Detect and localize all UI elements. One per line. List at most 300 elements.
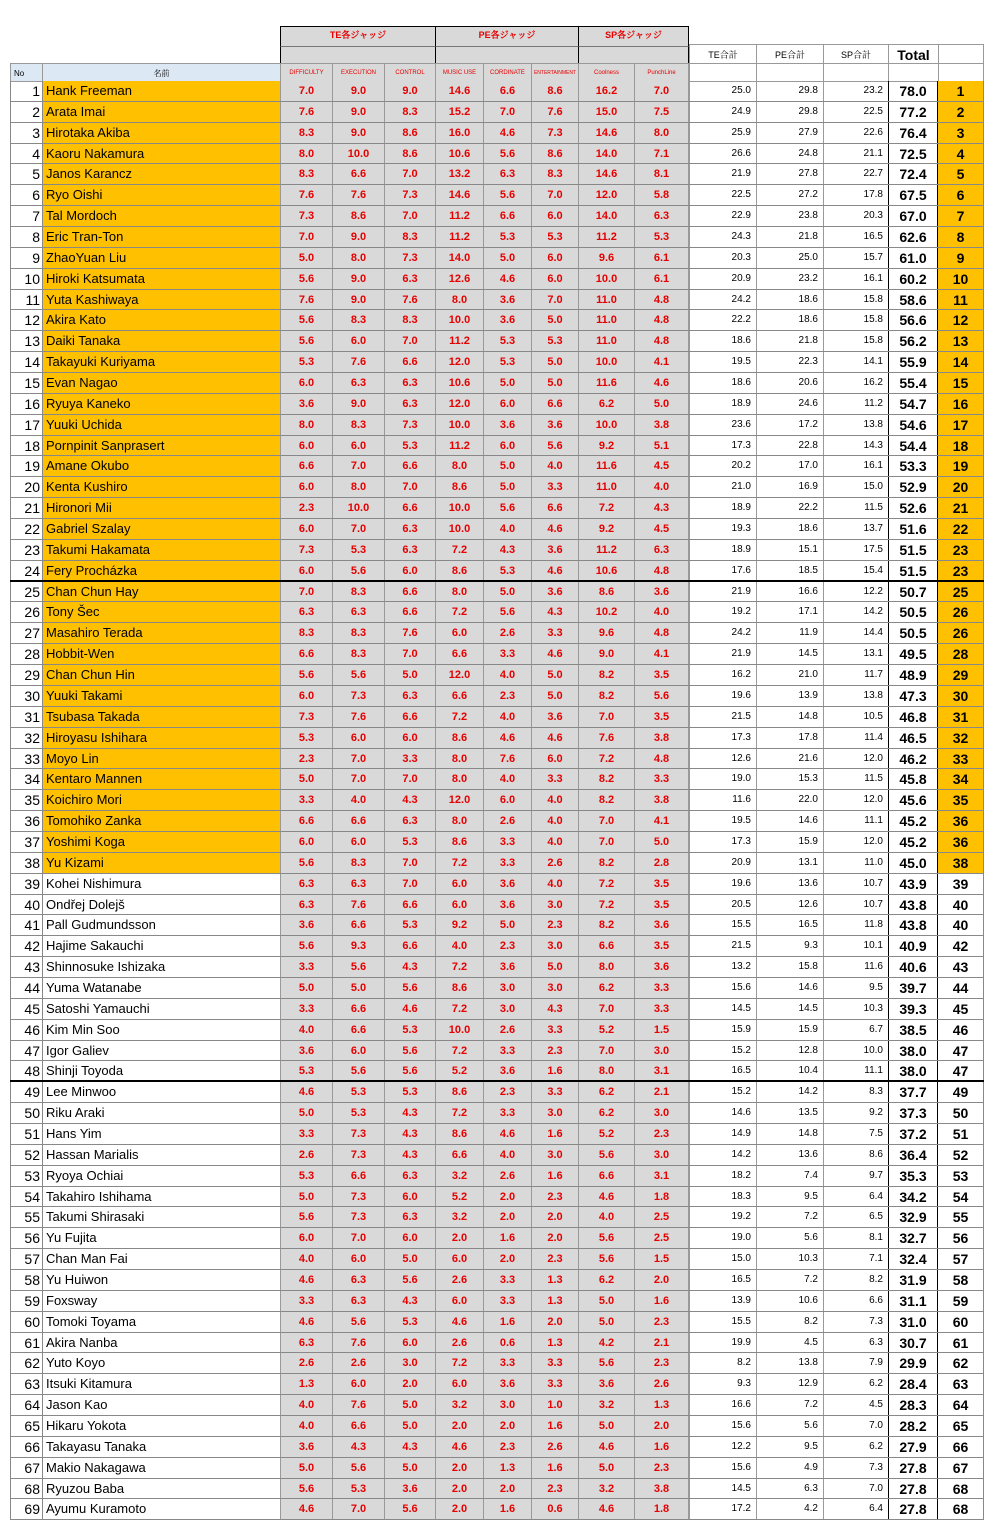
row-number: 50 [10,1103,43,1123]
judge-score-control: 5.0 [384,1416,435,1436]
pe-sum: 16.9 [756,477,823,497]
judge-score-entertainment: 4.3 [531,999,578,1019]
sp-sum: 4.5 [823,1395,888,1415]
judge-score-coolness: 9.2 [578,436,634,456]
judge-score-coolness: 5.2 [578,1020,634,1040]
judge-score-difficulty: 3.3 [280,1124,332,1144]
judge-score-execution: 6.6 [332,915,384,935]
pe-sum: 25.0 [756,248,823,268]
judge-score-cordinate: 2.3 [483,1437,531,1457]
rank: 60 [938,1312,984,1332]
judge-score-punchline: 2.3 [634,1353,689,1373]
judge-score-coolness: 14.0 [578,144,634,164]
competitor-name: Hikaru Yokota [46,1418,127,1433]
row-number: 10 [10,269,43,289]
judge-score-music-use: 2.0 [435,1479,483,1499]
row-number: 1 [10,81,43,101]
rank: 42 [938,936,984,956]
judge-score-cordinate: 3.3 [483,1270,531,1290]
te-sum: 18.6 [689,331,756,351]
te-sum: 15.2 [689,1082,756,1102]
judge-score-difficulty: 4.0 [280,1416,332,1436]
total-score: 31.9 [888,1270,938,1290]
judge-score-entertainment: 3.3 [531,1374,578,1394]
row-number: 54 [10,1187,43,1207]
sp-sum: 11.5 [823,769,888,789]
table-row [10,1249,984,1270]
sp-sum: 8.6 [823,1145,888,1165]
total-score: 77.2 [888,102,938,122]
judge-score-coolness: 16.2 [578,81,634,101]
judge-score-punchline: 3.5 [634,874,689,894]
table-row [10,686,984,707]
total-score: 51.6 [888,519,938,539]
judge-score-music-use: 2.0 [435,1228,483,1248]
sp-sum: 22.7 [823,164,888,184]
te-sum-subheader [689,63,756,82]
judge-score-difficulty: 6.6 [280,456,332,476]
sp-sum: 22.5 [823,102,888,122]
judge-score-control: 6.6 [384,352,435,372]
pe-sum: 13.8 [756,1353,823,1373]
competitor-name: Evan Nagao [43,373,280,393]
pe-sum-header: PE合計 [756,44,823,64]
te-sum: 19.0 [689,769,756,789]
pe-sum: 10.6 [756,1291,823,1311]
judge-score-cordinate: 3.6 [483,310,531,330]
competitor-name: Ayumu Kuramoto [46,1501,147,1517]
judge-score-punchline: 5.0 [634,832,689,852]
sp-sum: 16.1 [823,269,888,289]
table-row [10,728,984,749]
judge-score-entertainment: 5.0 [531,686,578,706]
competitor-name: ZhaoYuan Liu [43,248,280,268]
rank: 31 [938,707,984,727]
judge-score-execution: 8.3 [332,415,384,435]
judge-score-punchline: 4.0 [634,477,689,497]
judge-score-punchline: 5.3 [634,227,689,247]
competitor-name: Hirotaka Akiba [43,123,280,143]
row-number: 5 [10,164,43,184]
total-score: 38.0 [888,1041,938,1061]
pe-sum: 18.6 [756,519,823,539]
te-sum: 20.5 [689,895,756,915]
score-table [10,81,984,1520]
judge-score-coolness: 5.0 [578,1416,634,1436]
competitor-name: Igor Galiev [46,1042,109,1058]
sp-sum: 21.1 [823,144,888,164]
total-score: 31.0 [888,1312,938,1332]
judge-score-difficulty: 8.3 [280,123,332,143]
judge-score-execution: 8.0 [332,477,384,497]
rank: 32 [938,728,984,748]
table-row [10,1041,984,1062]
table-row [10,1145,984,1166]
table-row [10,1416,984,1437]
pe-sum: 12.8 [756,1041,823,1061]
judge-score-cordinate: 5.6 [483,185,531,205]
judge-score-entertainment: 2.6 [531,1437,578,1457]
judge-score-entertainment: 1.3 [531,1291,578,1311]
te-sum: 12.2 [689,1437,756,1457]
sp-sum: 14.3 [823,436,888,456]
row-number: 15 [10,373,43,393]
judge-score-difficulty: 7.6 [280,185,332,205]
judge-score-cordinate: 2.0 [483,1249,531,1269]
judge-score-cordinate: 3.6 [483,415,531,435]
judge-score-control: 7.0 [384,769,435,789]
row-number: 22 [10,519,43,539]
rank: 47 [938,1061,984,1080]
judge-score-coolness: 6.2 [578,1082,634,1102]
judge-score-punchline: 7.5 [634,102,689,122]
judge-score-punchline: 3.5 [634,707,689,727]
te-sum: 26.6 [689,144,756,164]
judge-score-execution: 2.6 [332,1353,384,1373]
judge-score-execution: 7.0 [332,519,384,539]
judge-score-entertainment: 8.3 [531,164,578,184]
judge-score-music-use: 2.6 [435,1333,483,1353]
judge-score-entertainment: 6.6 [531,498,578,518]
judge-score-music-use: 7.2 [435,1041,483,1061]
judge-score-cordinate: 2.6 [483,623,531,643]
pe-sum: 14.2 [756,1082,823,1102]
judge-score-cordinate: 3.0 [483,999,531,1019]
judge-score-entertainment: 3.0 [531,978,578,998]
te-sum: 19.6 [689,874,756,894]
judge-score-cordinate: 4.6 [483,728,531,748]
judge-score-punchline: 1.5 [634,1249,689,1269]
row-number: 51 [10,1124,43,1144]
row-number: 52 [10,1145,43,1165]
judge-score-coolness: 7.2 [578,749,634,769]
rank: 64 [938,1395,984,1415]
judge-score-cordinate: 5.3 [483,561,531,580]
name-header: 名前 [43,63,280,82]
te-sum: 25.0 [689,81,756,101]
judge-score-control: 6.0 [384,561,435,580]
judge-score-control: 8.6 [384,123,435,143]
te-sum: 19.9 [689,1333,756,1353]
te-sum: 17.3 [689,832,756,852]
judge-score-difficulty: 5.6 [280,936,332,956]
judge-score-execution: 5.3 [332,540,384,560]
te-sum: 24.2 [689,623,756,643]
row-number: 43 [10,957,43,977]
judge-score-punchline: 2.0 [634,1270,689,1290]
table-row [10,832,984,853]
judge-score-entertainment: 2.3 [531,1187,578,1207]
total-score: 35.3 [888,1166,938,1186]
judge-score-control: 7.0 [384,477,435,497]
rank: 34 [938,769,984,789]
judge-score-punchline: 5.0 [634,394,689,414]
rank: 36 [938,832,984,852]
judge-score-control: 6.3 [384,686,435,706]
table-row [10,644,984,665]
te-sum: 25.9 [689,123,756,143]
rank: 14 [938,352,984,372]
total-score: 37.7 [888,1082,938,1102]
judge-score-entertainment: 2.3 [531,915,578,935]
judge-score-music-use: 10.0 [435,519,483,539]
judge-score-control: 6.0 [384,1228,435,1248]
judge-score-control: 2.0 [384,1374,435,1394]
judge-score-entertainment: 1.6 [531,1416,578,1436]
judge-score-punchline: 3.1 [634,1166,689,1186]
competitor-name: Ryuya Kaneko [43,394,280,414]
total-score: 45.0 [888,853,938,873]
pe-sum: 23.2 [756,269,823,289]
judge-score-control: 3.6 [384,1479,435,1499]
total-score: 60.2 [888,269,938,289]
judge-score-punchline: 2.3 [634,1124,689,1144]
judge-score-music-use: 4.0 [435,936,483,956]
table-row [10,1020,984,1041]
judge-score-control: 6.3 [384,519,435,539]
judge-score-punchline: 3.6 [634,957,689,977]
judge-score-control: 3.0 [384,1353,435,1373]
table-row [10,1061,984,1082]
rank: 20 [938,477,984,497]
judge-score-control: 6.3 [384,1207,435,1227]
judge-score-punchline: 2.3 [634,1458,689,1478]
judge-score-punchline: 6.1 [634,248,689,268]
pe-sum: 24.6 [756,394,823,414]
pe-sum: 27.2 [756,185,823,205]
sp-group-header: SP各ジャッジ [578,26,689,46]
judge-score-cordinate: 3.0 [483,1395,531,1415]
pe-sum: 12.6 [756,895,823,915]
judge-score-difficulty: 4.0 [280,1395,332,1415]
judge-score-difficulty: 7.6 [280,290,332,310]
total-score: 47.3 [888,686,938,706]
te-sum: 12.6 [689,749,756,769]
row-number: 30 [10,686,43,706]
sp-sum: 6.6 [823,1291,888,1311]
rank: 12 [938,310,984,330]
judge-score-coolness: 9.2 [578,519,634,539]
total-score: 32.4 [888,1249,938,1269]
total-score: 45.2 [888,832,938,852]
judge-score-cordinate: 5.0 [483,915,531,935]
judge-score-coolness: 3.6 [578,1374,634,1394]
judge-score-music-use: 14.0 [435,248,483,268]
table-row [10,1207,984,1228]
judge-score-coolness: 6.2 [578,394,634,414]
judge-score-control: 5.0 [384,1249,435,1269]
judge-score-execution: 9.0 [332,394,384,414]
row-number: 14 [10,352,43,372]
total-score: 37.2 [888,1124,938,1144]
sp-sum: 11.6 [823,957,888,977]
pe-sum: 18.5 [756,561,823,580]
judge-score-execution: 7.3 [332,686,384,706]
judge-score-control: 7.0 [384,164,435,184]
judge-header-cordinate: CORDINATE [483,63,531,82]
row-number: 58 [10,1270,43,1290]
judge-score-coolness: 7.2 [578,874,634,894]
sp-sum: 14.1 [823,352,888,372]
judge-score-music-use: 8.6 [435,832,483,852]
rank: 57 [938,1249,984,1269]
judge-score-entertainment: 4.6 [531,644,578,664]
judge-score-punchline: 1.6 [634,1291,689,1311]
judge-score-coolness: 9.6 [578,248,634,268]
competitor-name: Hassan Marialis [46,1146,139,1162]
pe-sum: 14.5 [756,644,823,664]
judge-score-execution: 10.0 [332,498,384,518]
te-sum: 20.2 [689,456,756,476]
judge-score-cordinate: 4.6 [483,1124,531,1144]
table-row [10,415,984,436]
judge-score-music-use: 8.6 [435,477,483,497]
sp-sum: 10.7 [823,895,888,915]
table-row [10,1458,984,1479]
judge-score-entertainment: 7.6 [531,102,578,122]
competitor-name: Moyo Lin [43,749,280,769]
rank: 23 [938,561,984,580]
judge-score-cordinate: 3.3 [483,1103,531,1123]
sp-sum: 7.0 [823,1416,888,1436]
rank: 45 [938,999,984,1019]
judge-score-control: 5.0 [384,1395,435,1415]
row-number: 47 [10,1041,43,1061]
judge-score-coolness: 8.2 [578,769,634,789]
competitor-name: Eric Tran-Ton [43,227,280,247]
judge-score-punchline: 5.1 [634,436,689,456]
total-score: 39.3 [888,999,938,1019]
judge-score-execution: 6.6 [332,164,384,184]
table-row [10,310,984,331]
sp-sum: 15.0 [823,477,888,497]
judge-score-difficulty: 5.0 [280,248,332,268]
judge-score-entertainment: 3.0 [531,895,578,915]
sp-sum: 8.1 [823,1228,888,1248]
judge-score-punchline: 3.6 [634,582,689,602]
judge-score-control: 5.3 [384,1082,435,1102]
judge-score-entertainment: 3.3 [531,1082,578,1102]
competitor-name: Yuma Watanabe [46,979,142,995]
total-score: 27.8 [888,1479,938,1499]
row-number: 26 [10,602,43,622]
rank: 63 [938,1374,984,1394]
te-sum: 21.0 [689,477,756,497]
sp-sum: 13.8 [823,686,888,706]
judge-score-cordinate: 2.3 [483,686,531,706]
competitor-name: Koichiro Mori [43,790,280,810]
rank: 33 [938,749,984,769]
table-row [10,1124,984,1145]
row-number: 46 [10,1020,43,1040]
competitor-name: Takayasu Tanaka [46,1438,147,1454]
judge-score-control: 5.6 [384,1061,435,1080]
pe-sum: 15.1 [756,540,823,560]
judge-score-execution: 9.0 [332,123,384,143]
judge-score-cordinate: 6.6 [483,206,531,226]
judge-score-punchline: 4.8 [634,623,689,643]
sp-sum: 12.0 [823,832,888,852]
judge-score-entertainment: 2.3 [531,1249,578,1269]
pe-sum: 22.0 [756,790,823,810]
judge-header-entertainment: ENTERTAINMENT [531,63,578,82]
judge-score-entertainment: 5.6 [531,436,578,456]
judge-score-coolness: 7.0 [578,811,634,831]
judge-score-cordinate: 5.3 [483,331,531,351]
judge-score-punchline: 6.1 [634,269,689,289]
row-number: 25 [10,582,43,602]
rank: 54 [938,1187,984,1207]
pe-sum: 8.2 [756,1312,823,1332]
te-sum: 24.9 [689,102,756,122]
te-sum: 9.3 [689,1374,756,1394]
judge-score-control: 6.3 [384,1166,435,1186]
competitor-name: Akira Kato [43,310,280,330]
judge-score-coolness: 12.0 [578,185,634,205]
judge-score-difficulty: 4.6 [280,1312,332,1332]
total-score: 28.3 [888,1395,938,1415]
judge-score-music-use: 3.2 [435,1207,483,1227]
row-number: 53 [10,1166,43,1186]
table-row [10,227,984,248]
total-score: 31.1 [888,1291,938,1311]
sp-sum-header: SP合計 [823,44,888,64]
pe-sum: 7.2 [756,1395,823,1415]
te-sum: 15.5 [689,915,756,935]
judge-score-control: 5.0 [384,1458,435,1478]
rank: 29 [938,665,984,685]
competitor-name: Yuuki Uchida [43,415,280,435]
judge-score-difficulty: 4.6 [280,1082,332,1102]
judge-score-execution: 8.0 [332,248,384,268]
total-score: 39.7 [888,978,938,998]
judge-score-coolness: 7.0 [578,707,634,727]
judge-score-entertainment: 7.0 [531,290,578,310]
judge-score-coolness: 8.2 [578,686,634,706]
judge-score-entertainment: 2.3 [531,1041,578,1061]
rank: 15 [938,373,984,393]
judge-score-coolness: 5.6 [578,1228,634,1248]
sp-sum: 11.5 [823,498,888,518]
pe-sum: 21.6 [756,749,823,769]
judge-score-control: 6.6 [384,895,435,915]
judge-score-punchline: 8.0 [634,123,689,143]
judge-score-cordinate: 5.6 [483,498,531,518]
judge-score-control: 7.0 [384,206,435,226]
judge-score-entertainment: 3.3 [531,1353,578,1373]
row-number: 33 [10,749,43,769]
sp-sum: 16.5 [823,227,888,247]
judge-score-punchline: 4.1 [634,352,689,372]
judge-score-music-use: 3.2 [435,1166,483,1186]
pe-sum: 17.1 [756,602,823,622]
rank: 21 [938,498,984,518]
rank: 68 [938,1479,984,1499]
judge-score-control: 6.3 [384,540,435,560]
total-subheader [888,63,938,82]
row-number: 69 [10,1499,43,1519]
sp-sum: 11.0 [823,853,888,873]
judge-score-difficulty: 3.3 [280,999,332,1019]
rank: 22 [938,519,984,539]
judge-score-difficulty: 5.0 [280,1103,332,1123]
judge-score-punchline: 4.8 [634,310,689,330]
rank: 30 [938,686,984,706]
judge-score-music-use: 9.2 [435,915,483,935]
table-row [10,102,984,123]
judge-score-music-use: 6.6 [435,686,483,706]
judge-score-cordinate: 3.3 [483,1353,531,1373]
